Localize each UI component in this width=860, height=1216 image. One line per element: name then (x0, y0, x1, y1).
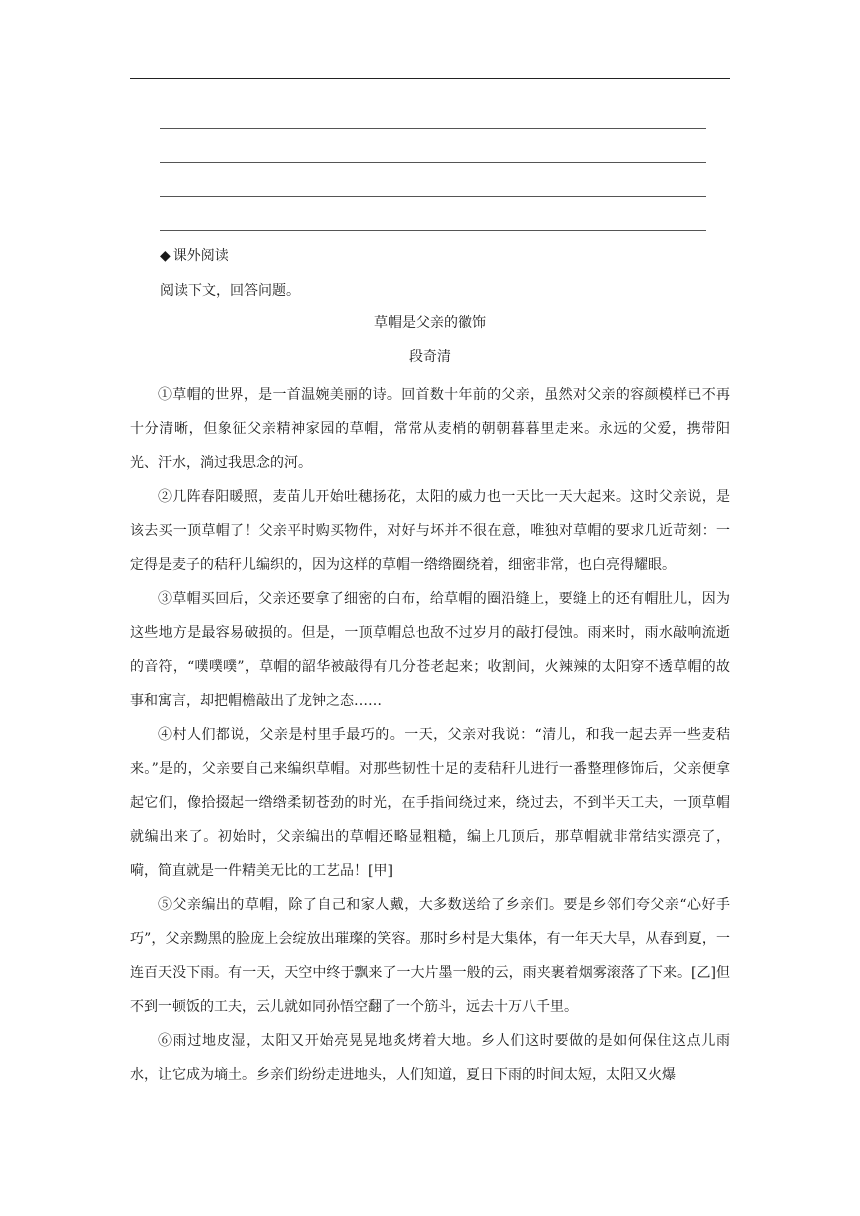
answer-line[interactable] (160, 230, 706, 231)
diamond-icon: ◆ (160, 248, 171, 264)
article-author: 段奇清 (409, 349, 451, 365)
answer-line[interactable] (160, 162, 706, 163)
paragraph: ⑤父亲编出的草帽，除了自己和家人戴，大多数送给了乡亲们。要是乡邻们夸父亲“心好手巧”，父亲黝黑的脸庞上会绽放出璀璨的笑容。那时乡村是大集体，有一年天大旱，从春到夏，一连百天没下雨。有一天，天空中终于飘来了一大片墨一般的云，雨夹裹着烟雾滚落了下来。[乙]但不到一顿饭的工夫，云儿就如同孙悟空翻了一个筋斗，远去十万八千里。 (130, 897, 730, 1015)
section-heading (160, 246, 229, 266)
reading-instruction: 阅读下文，回答问题。 (160, 283, 300, 299)
paragraph: ③草帽买回后，父亲还要拿了细密的白布，给草帽的圈沿缝上，要缝上的还有帽肚儿，因为这些地方是最容易破损的。但是，一顶草帽总也敌不过岁月的敲打侵蚀。雨来时，雨水敲响流逝的音符，“噗噗噗”，草帽的韶华被敲得有几分苍老起来；收割间，火辣辣的太阳穿不透草帽的故事和寓言，却把帽檐敲出了龙钟之态…… (130, 591, 730, 709)
article-body (130, 378, 730, 1092)
paragraph: ①草帽的世界，是一首温婉美丽的诗。回首数十年前的父亲，虽然对父亲的容颜模样已不再十分清晰，但象征父亲精神家园的草帽，常常从麦梢的朝朝暮暮里走来。永远的父爱，携带阳光、汗水，淌过我思念的河。 (130, 387, 730, 471)
article-title: 草帽是父亲的徽饰 (374, 315, 486, 331)
paragraph: ②几阵春阳暖照，麦苗儿开始吐穗扬花，太阳的威力也一天比一天大起来。这时父亲说，是该去买一顶草帽了！父亲平时购买物件，对好与坏并不很在意，唯独对草帽的要求几近苛刻：一定得是麦子的秸秆儿编织的，因为这样的草帽一绺绺圈绕着，细密非常，也白亮得耀眼。 (130, 489, 730, 573)
answer-line[interactable] (160, 196, 706, 197)
section-title: 课外阅读 (172, 248, 229, 264)
header-rule (130, 78, 730, 79)
paragraph: ⑥雨过地皮湿，太阳又开始亮晃晃地炙烤着大地。乡人们这时要做的是如何保住这点儿雨水，让它成为墒土。乡亲们纷纷走进地头，人们知道，夏日下雨的时间太短，太阳又火爆 (130, 1033, 730, 1083)
answer-line[interactable] (160, 128, 706, 129)
paragraph: ④村人们都说，父亲是村里手最巧的。一天，父亲对我说：“清儿，和我一起去弄一些麦秸来。”是的，父亲要自己来编织草帽。对那些韧性十足的麦秸秆儿进行一番整理修饰后，父亲便拿起它们，像拾掇起一绺绺柔韧苍劲的时光，在手指间绕过来，绕过去，不到半天工夫，一顶草帽就编出来了。初始时，父亲编出的草帽还略显粗糙，编上几顶后，那草帽就非常结实漂亮了，嗬，简直就是一件精美无比的工艺品！[甲] (130, 727, 730, 879)
